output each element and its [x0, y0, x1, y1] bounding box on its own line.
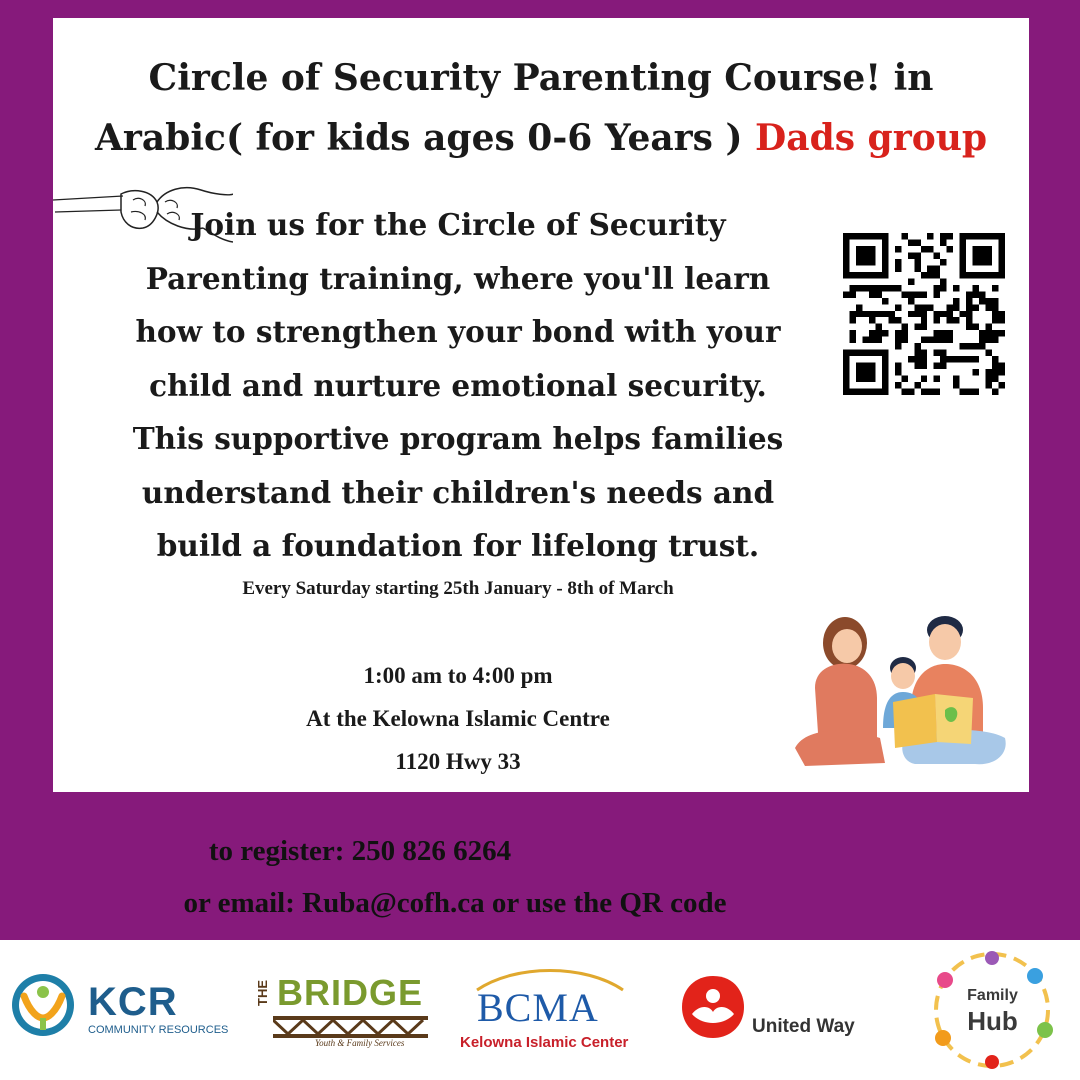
kcr-emblem-icon [10, 972, 76, 1038]
description-line: how to strengthen your bond with your [135, 314, 781, 349]
kcr-name: KCR [88, 980, 178, 1024]
description-line: build a foundation for lifelong trust. [156, 528, 760, 563]
united-way-hand-icon [680, 974, 746, 1040]
register-email[interactable]: or email: Ruba@cofh.ca or use the QR code [183, 887, 727, 919]
sponsor-logos-bar [0, 940, 1080, 1080]
schedule-venue: At the Kelowna Islamic Centre [306, 706, 610, 731]
title-accent-dads-group: Dads group [755, 117, 988, 159]
description-line: understand their children's needs and [141, 474, 775, 510]
registration-qr-code[interactable] [843, 233, 1005, 395]
bridge-truss-icon [273, 1016, 428, 1038]
united-way-name: United Way [752, 1016, 855, 1037]
the-bridge-logo [255, 940, 430, 1080]
description-line: Parenting training, where you'll learn [145, 260, 771, 296]
family-reading-illustration [785, 598, 1010, 776]
family-hub-line1: Family [967, 987, 1018, 1004]
registration-info [0, 825, 910, 929]
kcr-subtitle: COMMUNITY RESOURCES [88, 1024, 229, 1036]
course-description [73, 198, 843, 573]
schedule-time: 1:00 am to 4:00 pm [363, 663, 553, 688]
description-line: Join us for the Circle of Security [190, 207, 726, 242]
bcma-subtitle: Kelowna Islamic Center [460, 1034, 629, 1051]
family-hub-logo [925, 940, 1060, 1080]
schedule-details [53, 654, 863, 783]
register-phone[interactable]: to register: 250 826 6264 [208, 835, 512, 867]
family-hub-line2: Hub [967, 1006, 1018, 1036]
schedule-dates: Every Saturday starting 25th January - 8th of March [242, 578, 674, 599]
united-way-logo [680, 940, 880, 1080]
schedule-address: 1120 Hwy 33 [395, 749, 521, 774]
bridge-the: THE [255, 980, 270, 1006]
title-line-2: Arabic( for kids ages 0-6 Years ) [94, 117, 743, 159]
bcma-name: BCMA [477, 985, 599, 1030]
kcr-logo [10, 940, 240, 1080]
bridge-name: BRIDGE [277, 972, 424, 1013]
bcma-logo [455, 940, 645, 1080]
bridge-subtitle: Youth & Family Services [315, 1038, 405, 1048]
flyer-card [53, 18, 1029, 792]
title-line-1: Circle of Security Parenting Course! in [148, 57, 934, 99]
description-line: child and nurture emotional security. [149, 367, 767, 403]
description-line: This supportive program helps families [132, 421, 784, 456]
